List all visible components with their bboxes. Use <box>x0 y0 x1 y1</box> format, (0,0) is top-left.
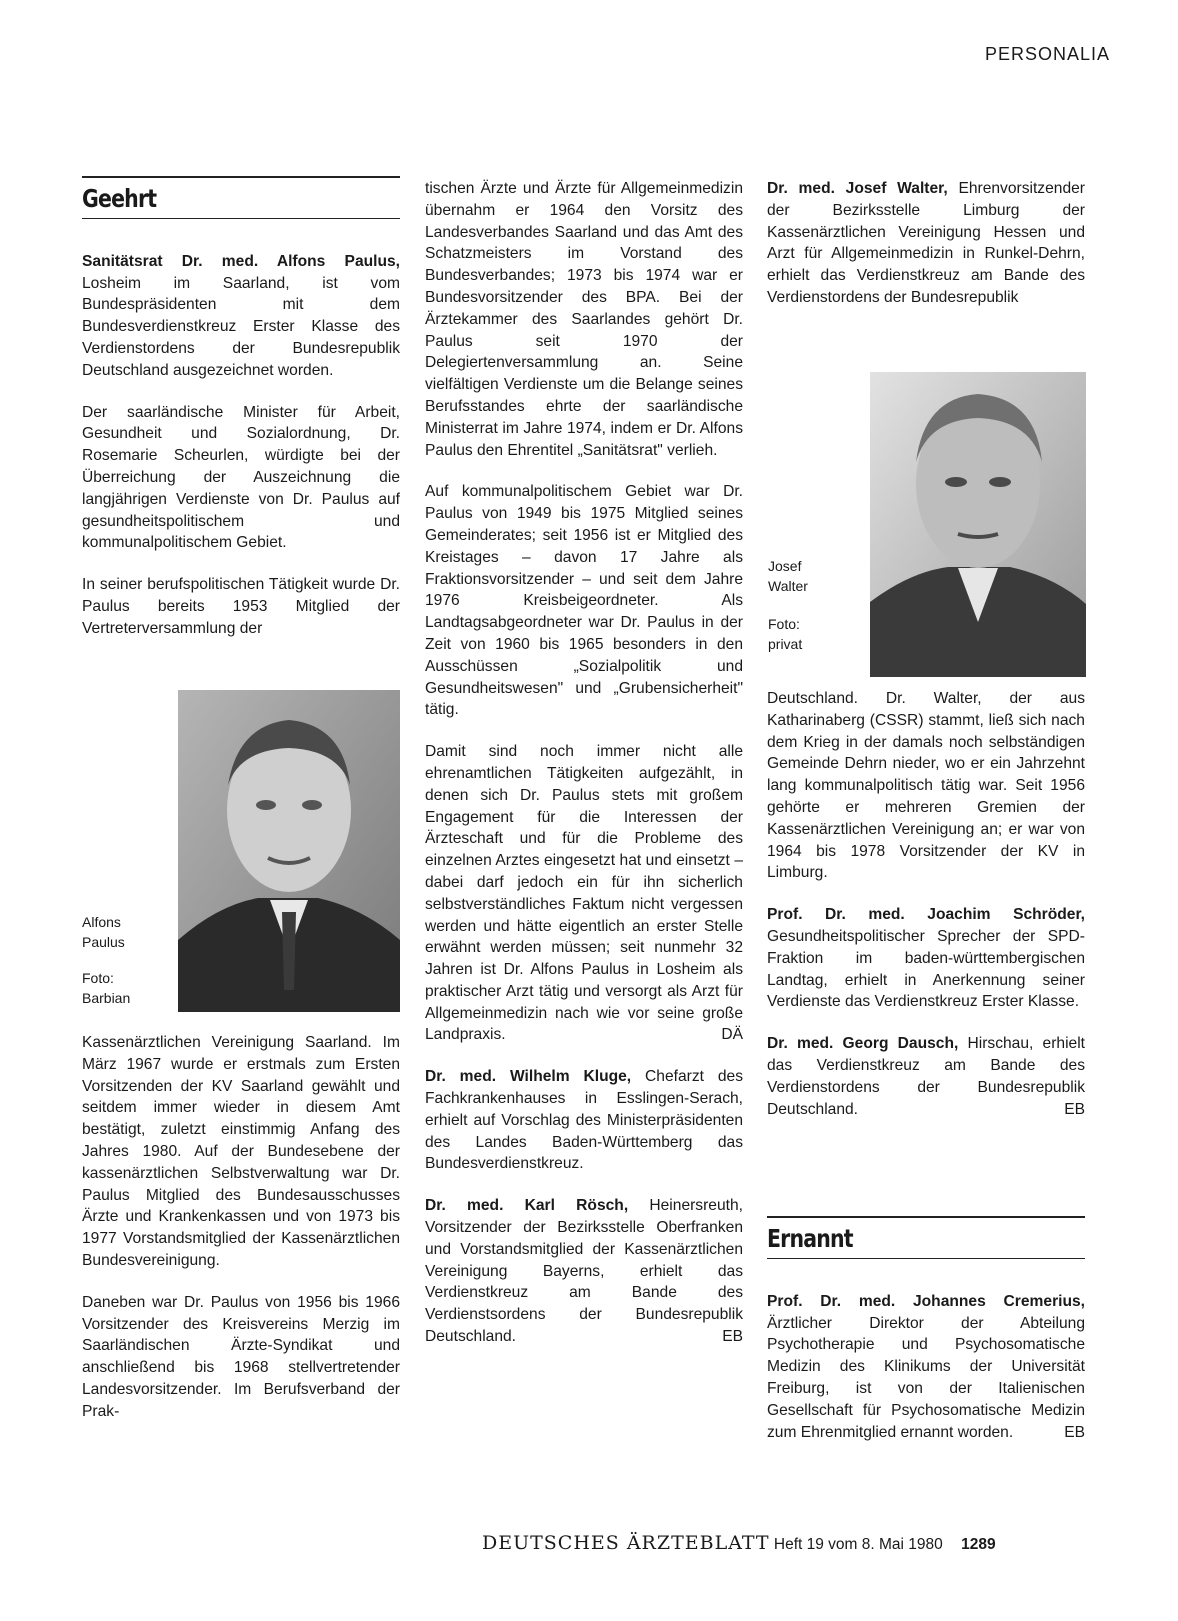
walter-caption-name: Josef Walter <box>768 558 808 594</box>
paulus-para-4: Kassenärztlichen Vereinigung Saarland. Im März 1967 wurde er erstmals zum Ersten Vorsitzenden der KV Saarland gewählt und seitdem immer wieder in diesem Amt bestätigt, zuletzt einstimmig Anfang des Jahres 1980. Auf der Bundesebene der kassenärztlichen Selbstverwaltung war Dr. Paulus Mitglied des Bundesausschusses Ärzte und Krankenkassen und von 1973 bis 1977 Vorstandsmitglied der Kassenärztlichen Bundesvereinigung. <box>82 1034 400 1269</box>
walter-para-2: Deutschland. Dr. Walter, der aus Katharinaberg (CSSR) stammt, ließ sich nach dem Krieg in der damals noch selbständigen Gemeinde Dehrn nieder, wo er ein Jahrzehnt lang kommunalpolitisch tätig war. Seit 1956 gehörte er mehreren Gremien der Kassenärztlichen Vereinigung an; er war von 1964 bis 1978 Vorsitzender der KV in Limburg. <box>767 690 1085 882</box>
column-3 <box>767 178 1085 309</box>
paulus-para-6: tischen Ärzte und Ärzte für Allgemeinmedizin übernahm er 1964 den Vorsitz des Landesverbandes Saarland und das Amt des Schatzmeisters im Vorstand des Bundesverbandes; 1973 bis 1974 war er Bundesvorsitzender des BPA. Bei der Ärztekammer des Saarlandes gehört Dr. Paulus seit 1970 der Delegiertenversammlung an. Seine vielfältigen Verdienste um die Belange seines Berufsstandes ehrte der saarländische Ministerrat im Jahre 1974, indem er Dr. Alfons Paulus den Ehrentitel „Sanitätsrat" verlieh. <box>425 180 743 459</box>
column-3-ernannt <box>767 1216 1085 1463</box>
paulus-caption-name: Alfons Paulus <box>82 914 125 950</box>
paulus-para-8: Damit sind noch immer nicht alle ehrenamtlichen Tätigkeiten aufgezählt, in denen sich Dr. Paulus stets mit großem Engagement für die Interessen der Ärzteschaft und für die Probleme des einzelnen Arztes eingesetzt hat und einsetzt – dabei darf jedoch ein für ihn sicherlich selbstverständliches Faktum nicht vergessen werden und hätte eigentlich an erster Stelle erwähnt werden müssen; seit nunmehr 32 Jahren ist Dr. Alfons Paulus in Losheim als praktischer Arzt tätig und versorgt als Arzt für Allgemeinmedizin nach wie vor seine große Landpraxis. DÄ <box>425 741 743 1046</box>
cremerius-signature: EB <box>1064 1423 1085 1441</box>
page-footer <box>482 1532 996 1554</box>
kluge-entry: Dr. med. Wilhelm Kluge, Chefarzt des Fachkrankenhauses in Esslingen-Serach, erhielt auf Vorschlag des Ministerpräsidenten des Landes Baden-Württemberg das Bundesverdienstkreuz. <box>425 1068 743 1173</box>
roesch-name: Dr. med. Karl Rösch, <box>425 1197 629 1215</box>
cremerius-entry: Prof. Dr. med. Johannes Cremerius, Ärztlicher Direktor der Abteilung Psychotherapie und Psychosomatische Medizin des Klinikums der Universität Freiburg, ist von der Italienischen Gesellschaft für Psychosomatische Medizin zum Ehrenmitglied ernannt worden. EB <box>767 1291 1085 1444</box>
column-3-continued <box>767 688 1085 1140</box>
kluge-name: Dr. med. Wilhelm Kluge, <box>425 1068 632 1086</box>
walter-caption-credit: Foto: privat <box>768 616 803 652</box>
walter-intro: Dr. med. Josef Walter, Ehrenvorsitzender der Bezirksstelle Limburg der Kassenärztlichen Vereinigung Hessen und Arzt für Allgemeinmedizin in Runkel-Dehrn, erhielt das Verdienstkreuz am Bande des Verdienstordens der Bundesrepublik <box>767 180 1085 306</box>
column-1-continued <box>82 1032 400 1423</box>
schroeder-name: Prof. Dr. med. Joachim Schröder, <box>767 906 1085 924</box>
schroeder-entry: Prof. Dr. med. Joachim Schröder, Gesundheitspolitischer Sprecher der SPD-Fraktion im baden-württembergischen Landtag, erhielt in Anerkennung seiner Verdienste das Verdienstkreuz Erster Klasse. <box>767 906 1085 1011</box>
paulus-para-3: In seiner berufspolitischen Tätigkeit wurde Dr. Paulus bereits 1953 Mitglied der Vertreterversammlung der <box>82 576 400 637</box>
dausch-name: Dr. med. Georg Dausch, <box>767 1035 959 1053</box>
cremerius-name: Prof. Dr. med. Johannes Cremerius, <box>767 1292 1085 1310</box>
walter-name: Dr. med. Josef Walter, <box>767 180 948 197</box>
paulus-intro: Sanitätsrat Dr. med. Alfons Paulus, Losheim im Saarland, ist vom Bundespräsidenten mit dem Bundesverdienstkreuz Erster Klasse des Verdienstordens der Bundesrepublik Deutschland ausgezeichnet worden. <box>82 252 400 379</box>
paulus-signature: DÄ <box>721 1026 743 1044</box>
paulus-para-2: Der saarländische Minister für Arbeit, Gesundheit und Sozialordnung, Dr. Rosemarie Scheurlen, würdigte bei der Überreichung der Auszeichnung die langjährigen Verdienste von Dr. Paulus auf gesundheitspolitischem und kommunalpolitischem Gebiet. <box>82 403 400 552</box>
paulus-caption-credit: Foto: Barbian <box>82 970 131 1006</box>
section-rule-bottom <box>767 1258 1085 1259</box>
section-title-ernannt: Ernannt <box>767 1224 853 1253</box>
issue-info: Heft 19 vom 8. Mai 1980 <box>773 1536 943 1553</box>
column-2 <box>425 178 743 1368</box>
roesch-signature: EB <box>722 1328 743 1346</box>
portrait-image <box>178 690 400 1012</box>
roesch-entry: Dr. med. Karl Rösch, Heinersreuth, Vorsitzender der Bezirksstelle Oberfranken und Vorstandsmitglied der Kassenärztlichen Vereinigung Bayerns, erhielt das Verdienstkreuz am Bande des Verdienstsordens der Bundesrepublik Deutschland. EB <box>425 1195 743 1348</box>
dausch-entry: Dr. med. Georg Dausch, Hirschau, erhielt das Verdienstkreuz am Bande des Verdienstordens der Bundesrepublik Deutschland. EB <box>767 1033 1085 1120</box>
portrait-image <box>870 372 1086 677</box>
column-1 <box>82 176 400 640</box>
paulus-para-5: Daneben war Dr. Paulus von 1956 bis 1966 Vorsitzender des Kreisvereins Merzig im Saarländischen Ärzte-Syndikat und anschließend bis 1968 stellvertretender Landesvorsitzender. Im Berufsverband der Prak- <box>82 1293 400 1420</box>
section-rule-bottom <box>82 218 400 219</box>
walter-photo <box>870 372 1086 677</box>
paulus-photo <box>178 690 400 1012</box>
section-title-geehrt: Geehrt <box>82 184 157 213</box>
paulus-name: Sanitätsrat Dr. med. Alfons Paulus, <box>82 252 400 270</box>
page-number: 1289 <box>961 1536 996 1553</box>
magazine-name: DEUTSCHES ÄRZTEBLATT <box>482 1532 770 1554</box>
paulus-para-7: Auf kommunalpolitischem Gebiet war Dr. Paulus von 1949 bis 1975 Mitglied seines Gemeinderates; seit 1956 ist er Mitglied des Kreistages – davon 17 Jahre als Fraktionsvorsitzender – und seit dem Jahre 1976 Kreisbeigeordneter. Als Landtagsabgeordneter war Dr. Paulus in der Zeit von 1960 bis 1965 besonders in den Ausschüssen „Sozialpolitik und Gesundheitswesen" und „Grubensicherheit" tätig. <box>425 483 743 719</box>
dausch-signature: EB <box>1064 1100 1085 1118</box>
section-header: PERSONALIA <box>984 44 1110 64</box>
